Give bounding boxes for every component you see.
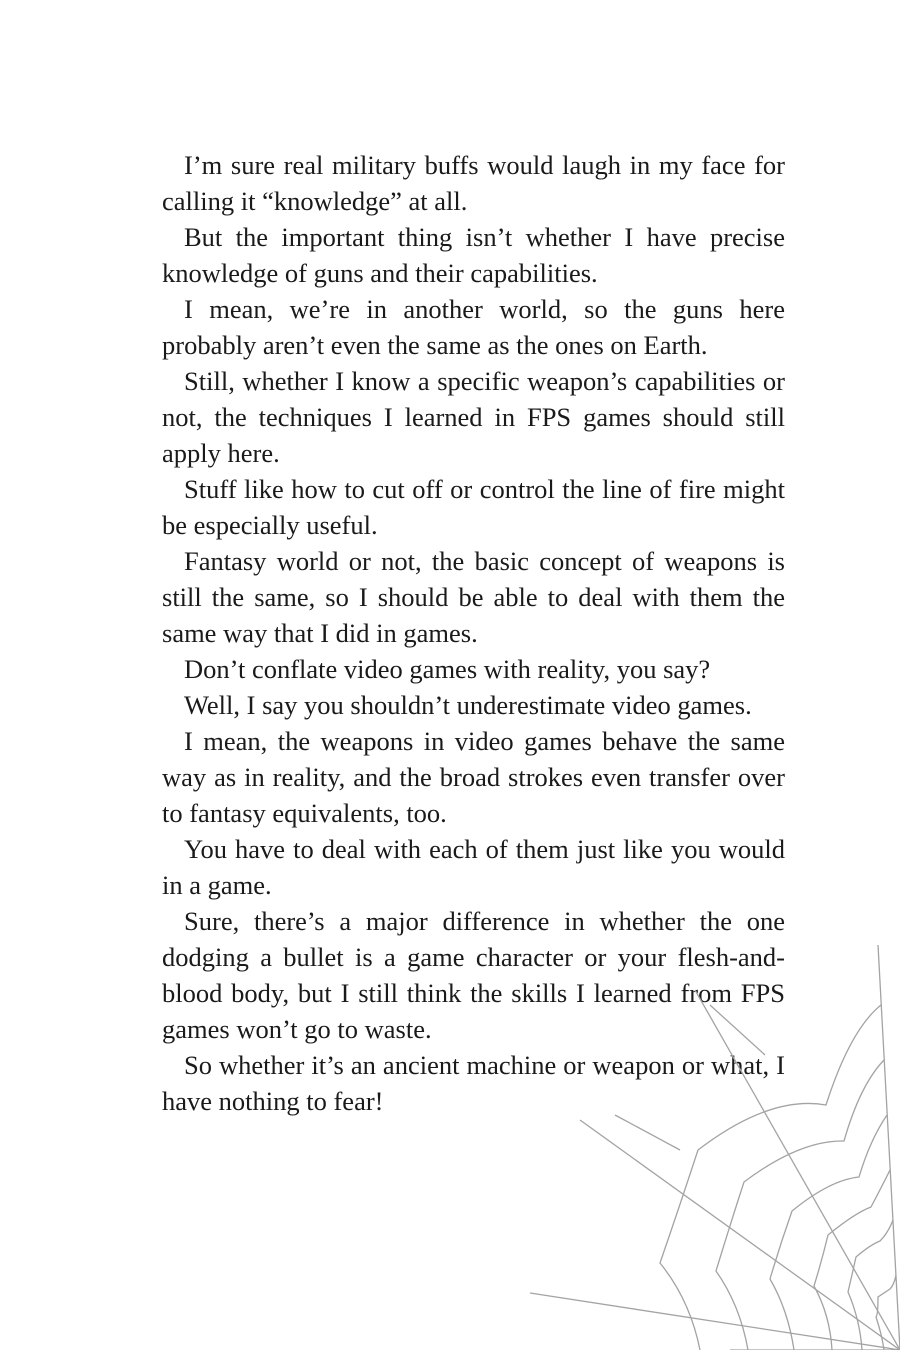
paragraph: Fantasy world or not, the basic concept of weapons is still the same, so I should be able to deal with them the same way that I did in games. [162, 546, 785, 648]
paragraph: Well, I say you shouldn’t underestimate video games. [184, 690, 752, 720]
paragraph: You have to deal with each of them just like you would in a game. [162, 834, 785, 900]
paragraph: Stuff like how to cut off or control the line of fire might be especially useful. [162, 474, 785, 540]
paragraph: Still, whether I know a specific weapon’s capabilities or not, the techniques I learned in FPS games should still apply here. [162, 366, 785, 468]
paragraph: I’m sure real military buffs would laugh in my face for calling it “knowledge” at all. [162, 150, 785, 216]
paragraph: So whether it’s an ancient machine or weapon or what, I have nothing to fear! [162, 1050, 785, 1116]
paragraph: I mean, the weapons in video games behave the same way as in reality, and the broad strokes even transfer over to fantasy equivalents, too. [162, 726, 785, 828]
paragraph: Sure, there’s a major difference in whether the one dodging a bullet is a game character or your flesh-and-blood body, but I still think the skills I learned from FPS games won’t go to waste. [162, 906, 785, 1044]
paragraph: Don’t conflate video games with reality, you say? [184, 654, 711, 684]
paragraph: I mean, we’re in another world, so the guns here probably aren’t even the same as the ones on Earth. [162, 294, 785, 360]
paragraph: But the important thing isn’t whether I have precise knowledge of guns and their capabilities. [162, 222, 785, 288]
cobweb-icon [530, 945, 900, 1350]
